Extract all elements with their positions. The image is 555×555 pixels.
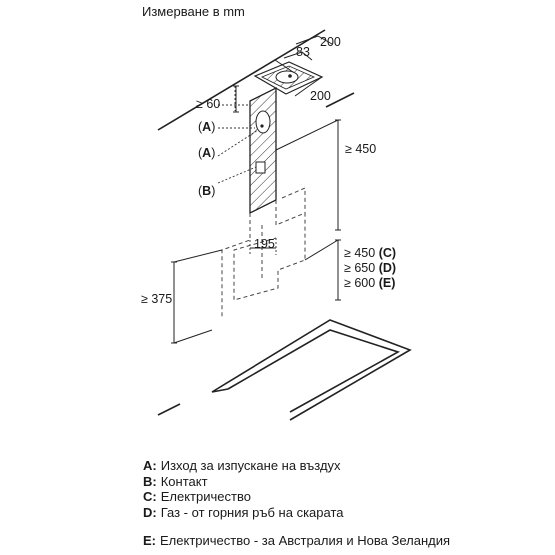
dim-200-right: 200 [310, 89, 331, 103]
dim-min-450: ≥ 450 [345, 142, 377, 156]
legend-item-e: E: Електричество - за Австралия и Нова Зеландия [143, 533, 451, 548]
clearance-d: ≥ 650 (D) [344, 261, 397, 275]
clearance-e: ≥ 600 (E) [344, 276, 396, 290]
callout-a-outlet-ceiling: (A) [198, 120, 216, 134]
legend-item-d: D: Газ - от горния ръб на скарата [143, 504, 344, 520]
worktop [158, 320, 410, 420]
dim-195: 195 [254, 237, 275, 251]
legend-item-a: A: Изход за изпускане на въздух [143, 458, 341, 473]
dim-min-60: ≥ 60 [196, 97, 221, 111]
dim-min-375: ≥ 375 [141, 292, 173, 306]
hood-outline [222, 188, 305, 318]
measurement-unit-title: Измерване в mm [142, 4, 245, 19]
legend-item-b: B: Контакт [143, 473, 208, 489]
air-outlet-opening [256, 111, 270, 133]
wall-duct [250, 88, 276, 213]
legend-item-c: C: Електричество [143, 489, 251, 504]
callout-b-socket: (B) [198, 184, 216, 198]
socket [256, 162, 265, 173]
dim-83: 83 [296, 45, 310, 59]
callout-a-outlet-duct: (A) [198, 146, 216, 160]
dim-200-top: 200 [320, 35, 341, 49]
legend [143, 458, 548, 549]
clearance-c: ≥ 450 (C) [344, 246, 397, 260]
